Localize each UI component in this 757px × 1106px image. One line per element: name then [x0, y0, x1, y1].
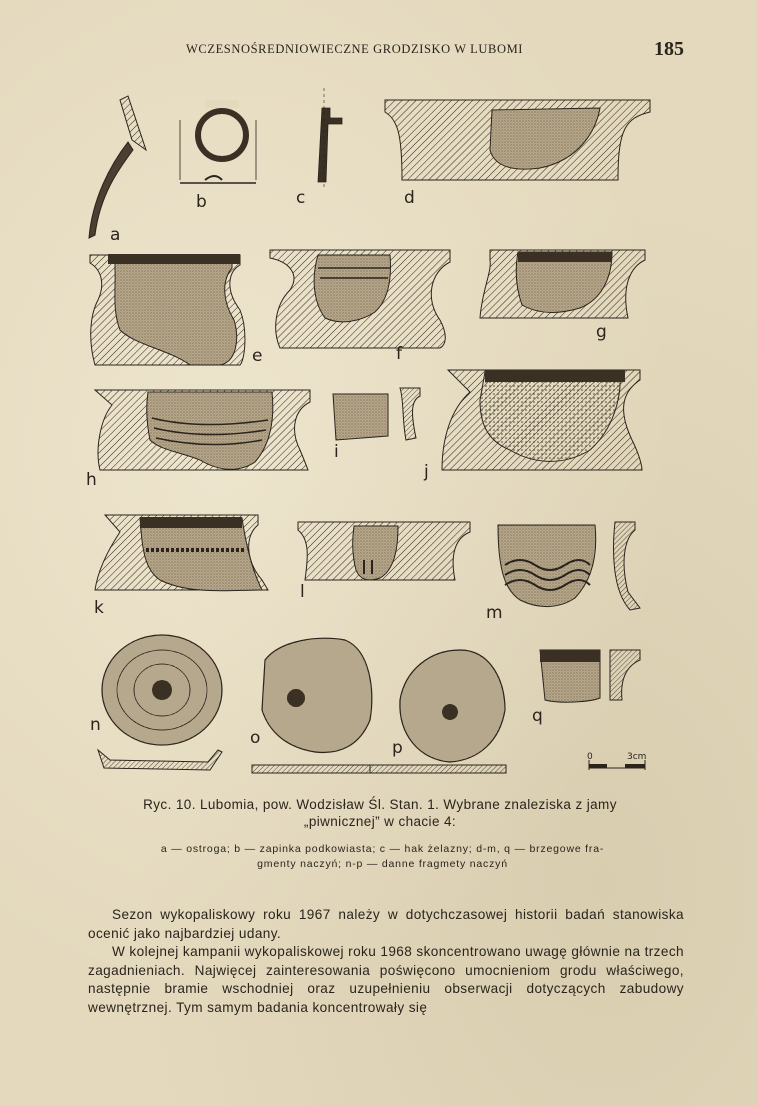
find-c-hook [318, 88, 342, 190]
paragraph-1: Sezon wykopaliskowy roku 1967 należy w dotychczasowej historii badań stanowiska ocenić jako najbardziej udany. [88, 907, 684, 941]
find-b-brooch [180, 100, 256, 183]
find-i-fragment [333, 388, 420, 440]
paragraph-2: W kolejnej kampanii wykopaliskowej roku 1968 skoncentrowano uwagę głównie na trzech zagadnieniach. Najwięcej zainteresowania poświęcono umocnieniom grodu właściwego, następnie bramie wschodniej oraz uzupełnieniu obserwacji dotyczących zabudowy wewnętrznej. Tym samym badania koncentrowały się [88, 944, 684, 1015]
find-j-vessel [442, 370, 642, 470]
caption-line-1: Ryc. 10. Lubomia, pow. Wodzisław Śl. Stan. 1. Wybrane znaleziska z jamy [143, 797, 617, 812]
find-h-vessel [95, 390, 310, 470]
body-text [88, 906, 684, 1018]
label-o: o [250, 728, 261, 748]
find-l-rim-fragment [298, 522, 470, 580]
find-m-fragment [498, 522, 640, 610]
label-d: d [404, 188, 415, 208]
find-p-base [370, 650, 506, 773]
find-g-rim-fragment [480, 250, 645, 318]
find-n-base [98, 635, 222, 770]
find-d-rim-fragment [385, 100, 650, 180]
label-a: a [110, 225, 121, 245]
caption-legend [100, 842, 665, 872]
find-k-vessel [95, 515, 268, 591]
label-k: k [94, 598, 104, 618]
page-number: 185 [654, 38, 684, 60]
label-b: b [196, 192, 207, 212]
legend-line-1: a — ostroga; b — zapinka podkowiasta; c — hak żelazny; d-m, q — brzegowe fra- [160, 843, 605, 855]
label-q: q [532, 706, 543, 726]
find-e-vessel [90, 254, 245, 365]
running-title: WCZESNOŚREDNIOWIECZNE GRODZISKO W LUBOMI [186, 42, 524, 56]
label-p: p [392, 738, 403, 758]
figure-caption [60, 796, 700, 830]
find-f-vessel [270, 250, 450, 348]
label-i: i [334, 442, 339, 462]
scale-end-label: 3cm [627, 752, 647, 762]
legend-line-2: gmenty naczyń; n-p — danne fragmety naczyń [257, 858, 508, 870]
scale-start-label: 0 [587, 752, 593, 762]
find-q-fragment [540, 650, 640, 702]
label-l: l [300, 582, 305, 602]
find-o-base [252, 638, 372, 773]
label-f: f [396, 344, 402, 364]
label-n: n [90, 715, 101, 735]
label-h: h [86, 470, 97, 490]
caption-line-2: „piwnicznej” w chacie 4: [303, 814, 457, 829]
label-m: m [486, 603, 503, 623]
label-c: c [296, 188, 306, 208]
label-e: e [252, 346, 263, 366]
find-a-spur [89, 96, 146, 238]
label-j: j [424, 462, 429, 482]
label-g: g [596, 322, 607, 342]
